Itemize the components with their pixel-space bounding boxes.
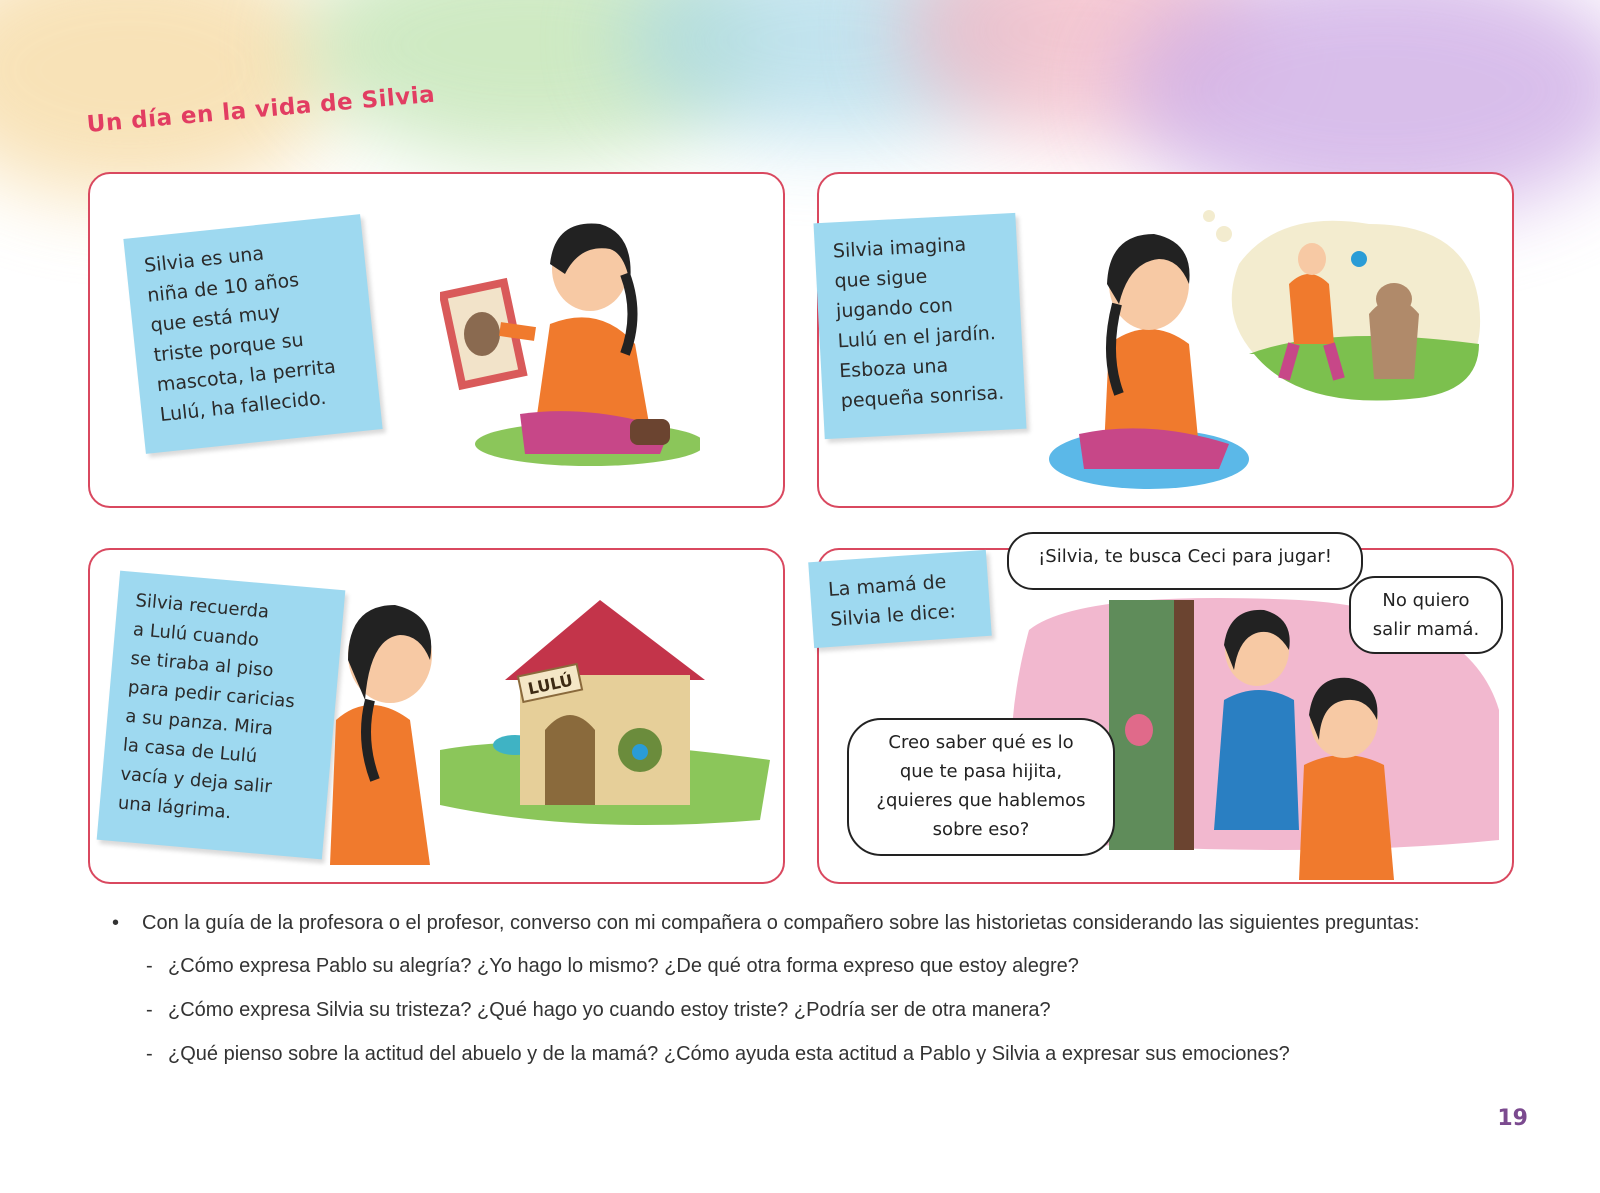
doghouse-sign: LULÚ [526, 670, 575, 699]
girl-looking-at-doghouse-illustration [330, 580, 770, 870]
comic-panel-2 [817, 172, 1514, 508]
page-title: Un día en la vida de Silvia [85, 81, 437, 138]
dash: - [146, 955, 153, 977]
comic-panel-3 [88, 548, 785, 884]
girl-holding-photo-illustration [440, 214, 700, 474]
question-text: ¿Cómo expresa Pablo su alegría? ¿Yo hago lo mismo? ¿De qué otra forma expreso que estoy alegre? [168, 955, 1079, 977]
dash: - [146, 1043, 153, 1065]
speech-bubble-top: ¡Silvia, te busca Ceci para jugar! [1007, 532, 1363, 590]
question-item [146, 999, 1532, 1022]
dash: - [146, 999, 153, 1021]
speech-bubble-left: Creo saber qué es lo que te pasa hijita, ¿quieres que hablemos sobre eso? [847, 718, 1115, 856]
sticky-note: La mamá de Silvia le dice: [808, 550, 992, 648]
girl-imagining-illustration [1049, 204, 1489, 494]
questions-intro [112, 912, 1532, 935]
sticky-note: Silvia imagina que sigue jugando con Lulú en el jardín. Esboza una pequeña sonrisa. [813, 213, 1026, 439]
question-text: ¿Qué pienso sobre la actitud del abuelo y de la mamá? ¿Cómo ayuda esta actitud a Pablo y Silvia a expresar sus emociones? [168, 1043, 1290, 1065]
question-text: ¿Cómo expresa Silvia su tristeza? ¿Qué hago yo cuando estoy triste? ¿Podría ser de otra manera? [168, 999, 1051, 1021]
questions-intro-text: Con la guía de la profesora o el profesor, converso con mi compañera o compañero sobre las historietas considerando las siguientes preguntas: [142, 912, 1420, 934]
page-number: 19 [1497, 1106, 1528, 1131]
speech-bubble-right: No quiero salir mamá. [1349, 576, 1503, 654]
comic-panel-1 [88, 172, 785, 508]
question-item [146, 955, 1532, 978]
question-item [146, 1043, 1532, 1066]
sticky-note: Silvia recuerda a Lulú cuando se tiraba al piso para pedir caricias a su panza. Mira la casa de Lulú vacía y deja salir una lágrima. [97, 571, 346, 860]
sticky-note: Silvia es una niña de 10 años que está muy triste porque su mascota, la perrita Lulú, ha fallecido. [123, 214, 382, 454]
comic-panel-4 [817, 548, 1514, 884]
discussion-questions [112, 912, 1532, 1087]
bullet: • [112, 912, 120, 934]
